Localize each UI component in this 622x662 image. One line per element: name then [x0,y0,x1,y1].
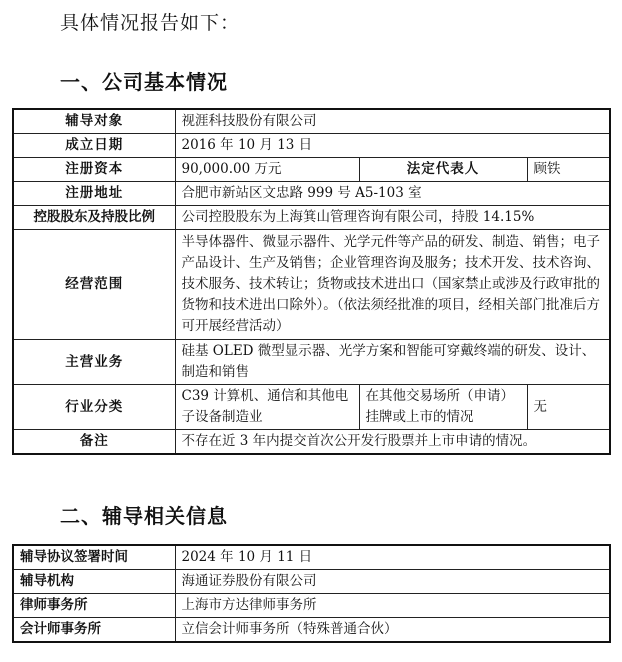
value-address: 合肥市新站区文忠路 999 号 A5-103 室 [175,182,610,206]
table-row [13,134,610,158]
label-capital: 注册资本 [13,158,175,182]
tutoring-info-table [12,544,611,643]
value-law-firm: 上海市方达律师事务所 [175,594,610,618]
value-listed: 无 [527,385,610,430]
table-row [13,594,610,618]
label-remark: 备注 [13,430,175,455]
table-row [13,545,610,570]
label-business: 主营业务 [13,340,175,385]
table-row [13,182,610,206]
label-legal-rep: 法定代表人 [359,158,527,182]
table-row [13,570,610,594]
table-row [13,230,610,340]
section-heading-basic-info: 一、公司基本情况 [60,70,228,94]
table-row [13,158,610,182]
table-row [13,109,610,134]
label-shareholder: 控股股东及持股比例 [13,206,175,230]
value-accounting-firm: 立信会计师事务所（特殊普通合伙） [175,618,610,643]
value-industry: C39 计算机、通信和其他电子设备制造业 [175,385,359,430]
value-target: 视涯科技股份有限公司 [175,109,610,134]
value-sign-date: 2024 年 10 月 11 日 [175,545,610,570]
value-established: 2016 年 10 月 13 日 [175,134,610,158]
label-law-firm: 律师事务所 [13,594,175,618]
intro-text: 具体情况报告如下： [60,12,241,34]
label-established: 成立日期 [13,134,175,158]
table-row [13,618,610,643]
value-agency: 海通证券股份有限公司 [175,570,610,594]
value-scope: 半导体器件、微显示器件、光学元件等产品的研发、制造、销售；电子产品设计、生产及销售；企业管理咨询及服务；技术开发、技术咨询、技术服务、技术转让；货物或技术进出口（国家禁止或涉及行政审批的货物和技术进出口除外）。（依法须经批准的项目，经相关部门批准后方可开展经营活动） [175,230,610,340]
label-industry: 行业分类 [13,385,175,430]
section-heading-tutoring-info: 二、辅导相关信息 [60,504,228,528]
label-listed: 在其他交易场所（申请）挂牌或上市的情况 [359,385,527,430]
label-agency: 辅导机构 [13,570,175,594]
label-sign-date: 辅导协议签署时间 [13,545,175,570]
value-legal-rep: 顾铁 [527,158,610,182]
label-target: 辅导对象 [13,109,175,134]
table-row [13,340,610,385]
company-info-table [12,108,611,455]
value-remark: 不存在近 3 年内提交首次公开发行股票并上市申请的情况。 [175,430,610,455]
label-accounting-firm: 会计师事务所 [13,618,175,643]
label-address: 注册地址 [13,182,175,206]
label-scope: 经营范围 [13,230,175,340]
value-shareholder: 公司控股股东为上海箕山管理咨询有限公司，持股 14.15% [175,206,610,230]
table-row [13,430,610,455]
table-row [13,206,610,230]
table-row [13,385,610,430]
value-business: 硅基 OLED 微型显示器、光学方案和智能可穿戴终端的研发、设计、制造和销售 [175,340,610,385]
value-capital: 90,000.00 万元 [175,158,359,182]
